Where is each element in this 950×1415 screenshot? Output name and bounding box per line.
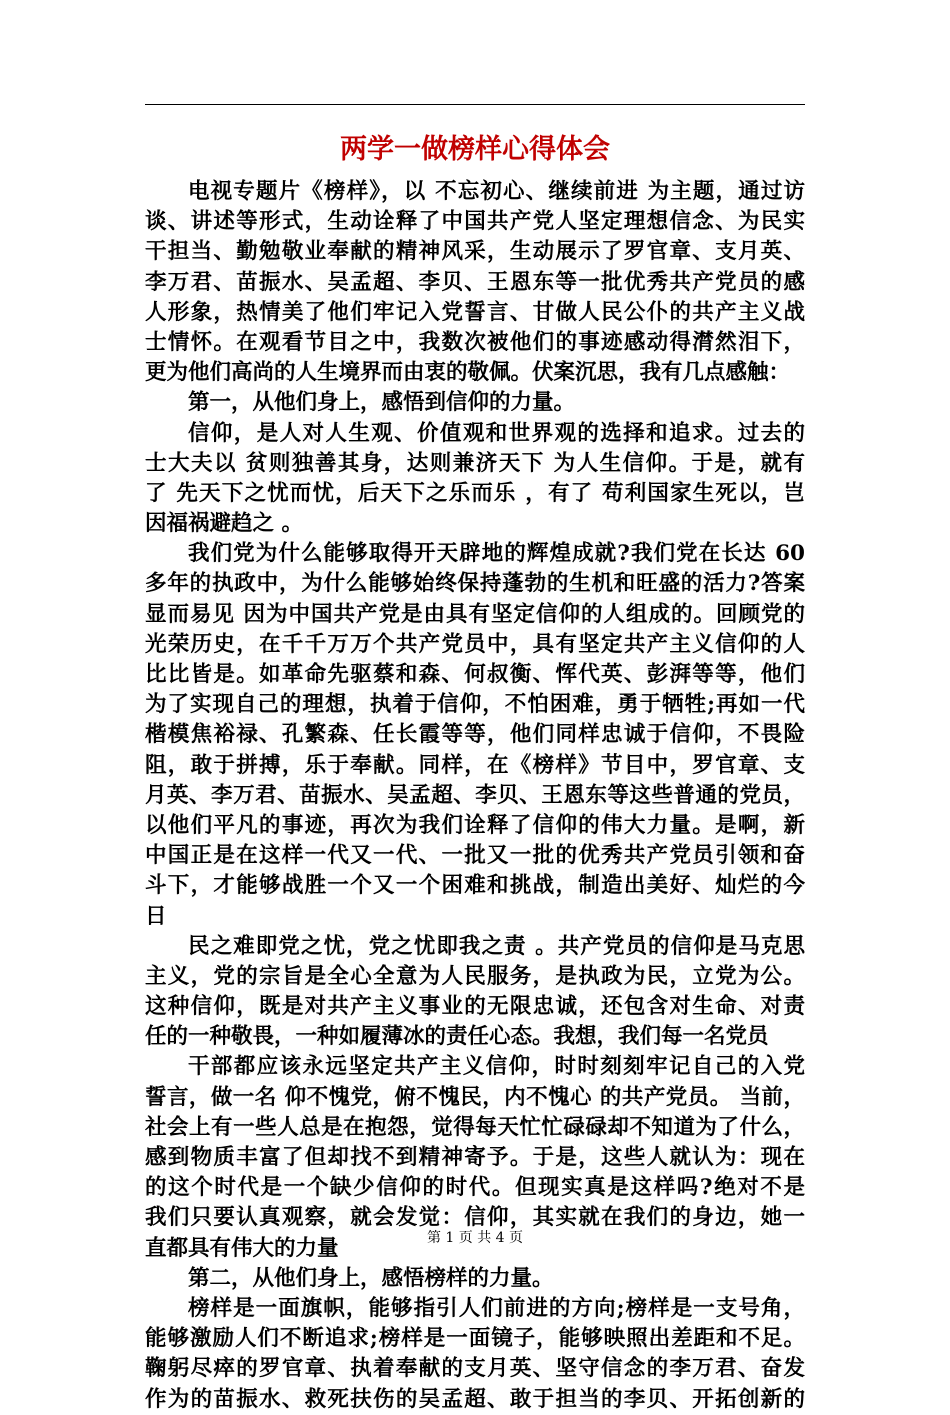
header-rule <box>145 104 805 105</box>
body-line: 士情怀。在观看节目之中，我数次被他们的事迹感动得潸然泪下， <box>145 329 805 355</box>
body-line: 中国正是在这样一代又一代、一批又一批的优秀共产党员引领和奋 <box>145 843 805 869</box>
body-line: 第二，从他们身上，感悟榜样的力量。 <box>188 1265 554 1291</box>
body-line: 感到物质丰富了但却找不到精神寄予。于是，这些人就认为：现在 <box>145 1145 805 1170</box>
document-title: 两学一做榜样心得体会 <box>340 134 610 165</box>
body-line: 日 <box>145 903 167 929</box>
body-line: 作为的苗振水、救死扶伤的吴孟超、敢于担当的李贝、开拓创新的 <box>145 1386 805 1412</box>
body-line: 第一，从他们身上，感悟到信仰的力量。 <box>188 390 576 416</box>
body-line: 以他们平凡的事迹，再次为我们诠释了信仰的伟大力量。是啊，新 <box>145 812 805 838</box>
body-line: 誓言，做一名 仰不愧党，俯不愧民，内不愧心 的共产党员。 当前， <box>145 1084 805 1110</box>
body-line: 主义，党的宗旨是全心全意为人民服务，是执政为民，立党为公。 <box>145 963 805 989</box>
body-line: 我们只要认真观察，就会发觉：信仰，其实就在我们的身边，她一 <box>145 1205 805 1231</box>
body-line: 李万君、苗振水、吴孟超、李贝、王恩东等一批优秀共产党员的感 <box>145 269 805 295</box>
body-line: 谈、讲述等形式，生动诠释了中国共产党人坚定理想信念、为民实 <box>145 209 805 235</box>
body-line: 了 先天下之忧而忧，后天下之乐而乐 ，有了 苟利国家生死以，岂 <box>145 480 805 506</box>
body-line: 为了实现自己的理想，执着于信仰，不怕困难，勇于牺牲;再如一代 <box>145 692 805 718</box>
body-line: 显而易见 因为中国共产党是由具有坚定信仰的人组成的。回顾党的 <box>145 601 805 627</box>
body-line: 鞠躬尽瘁的罗官章、执着奉献的支月英、坚守信念的李万君、奋发 <box>145 1356 805 1382</box>
body-line: 榜样是一面旗帜，能够指引人们前进的方向;榜样是一支号角， <box>188 1295 805 1321</box>
body-line: 月英、李万君、苗振水、吴孟超、李贝、王恩东等这些普通的党员， <box>145 782 805 808</box>
page-number: 第 1 页 共 4 页 <box>426 1230 524 1246</box>
body-line: 干部都应该永远坚定共产主义信仰，时时刻刻牢记自己的入党 <box>188 1054 805 1080</box>
body-line: 干担当、勤勉敬业奉献的精神风采，生动展示了罗官章、支月英、 <box>145 239 805 265</box>
body-line: 阻，敢于拼搏，乐于奉献。同样，在《榜样》节目中，罗官章、支 <box>145 752 805 778</box>
body-line: 光荣历史，在千千万万个共产党员中，具有坚定共产主义信仰的人 <box>145 631 805 657</box>
body-line: 更为他们高尚的人生境界而由衷的敬佩。伏案沉思，我有几点感触： <box>145 360 791 386</box>
body-line: 任的一种敬畏，一种如履薄冰的责任心态。我想，我们每一名党员 <box>145 1024 769 1050</box>
body-line: 直都具有伟大的力量 <box>145 1235 339 1261</box>
body-line: 这种信仰，既是对共产主义事业的无限忠诚，还包含对生命、对责 <box>145 994 805 1020</box>
body-line: 民之难即党之忧，党之忧即我之责 。共产党员的信仰是马克思 <box>188 933 805 959</box>
body-line: 我们党为什么能够取得开天辟地的辉煌成就?我们党在长达 60 <box>188 541 805 567</box>
body-line: 士大夫以 贫则独善其身，达则兼济天下 为人生信仰。于是，就有 <box>145 450 805 476</box>
body-line: 人形象，热情美了他们牢记入党誓言、甘做人民公仆的共产主义战 <box>145 299 805 325</box>
body-line: 楷模焦裕禄、孔繁森、任长霞等等，他们同样忠诚于信仰，不畏险 <box>145 722 805 748</box>
body-line: 多年的执政中，为什么能够始终保持蓬勃的生机和旺盛的活力?答案 <box>145 571 805 597</box>
body-line: 因福祸避趋之 。 <box>145 511 303 537</box>
body-line: 能够激励人们不断追求;榜样是一面镜子，能够映照出差距和不足。 <box>145 1326 805 1352</box>
body-line: 社会上有一些人总是在抱怨，觉得每天忙忙碌碌却不知道为了什么， <box>145 1114 805 1140</box>
body-line: 电视专题片《榜样》，以 不忘初心、继续前进 为主题，通过访 <box>188 179 805 204</box>
body-line: 比比皆是。如革命先驱蔡和森、何叔衡、恽代英、彭湃等等，他们 <box>145 662 805 687</box>
body-line: 斗下，才能够战胜一个又一个困难和挑战，制造出美好、灿烂的今 <box>145 873 805 899</box>
body-line: 的这个时代是一个缺少信仰的时代。但现实真是这样吗?绝对不是 <box>145 1175 805 1201</box>
body-line: 信仰，是人对人生观、价值观和世界观的选择和追求。过去的 <box>188 420 805 446</box>
